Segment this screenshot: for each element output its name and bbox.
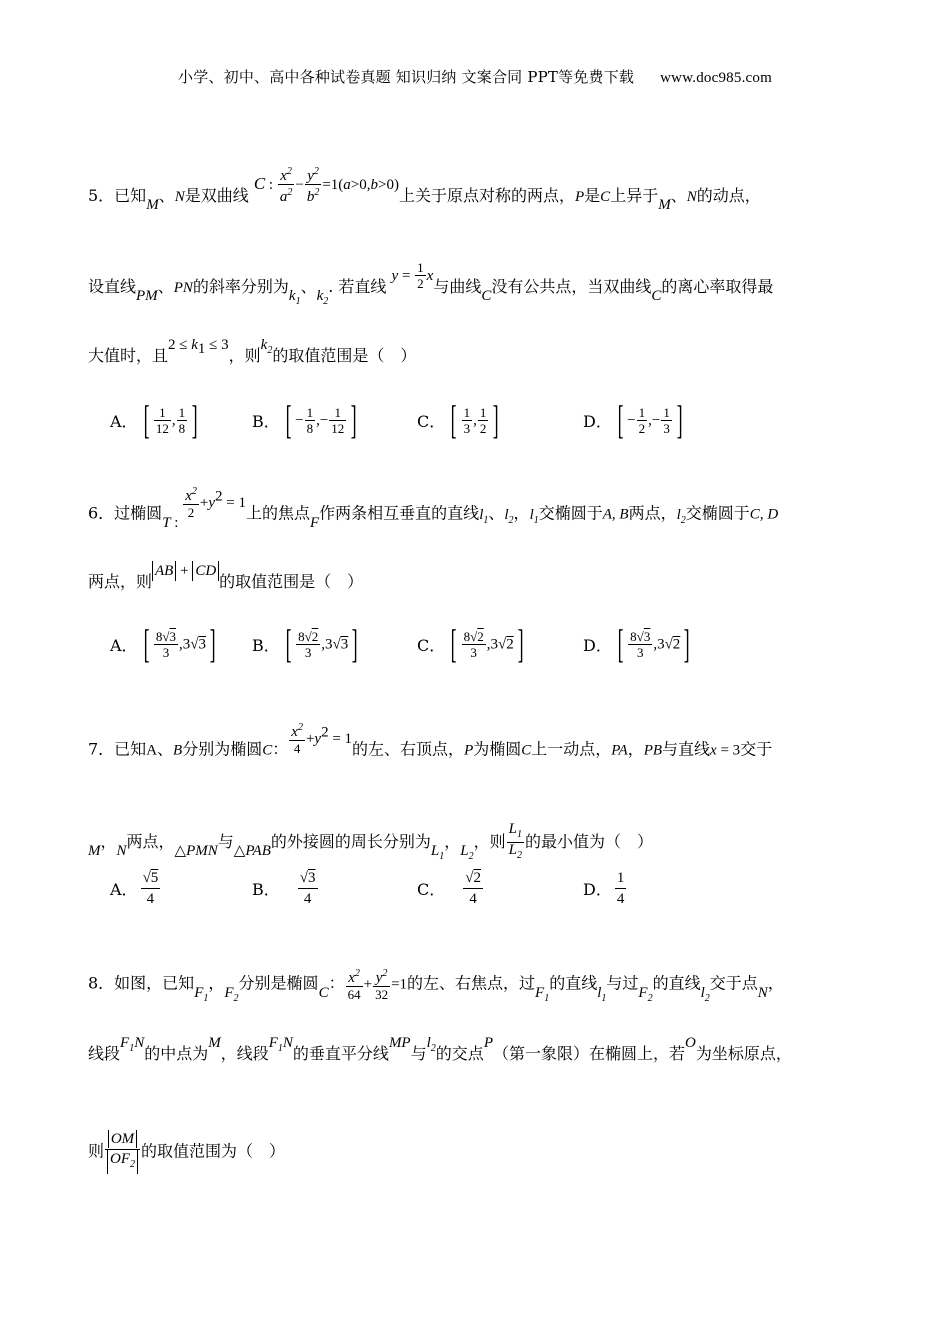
- header-text: 小学、初中、高中各种试卷真题 知识归纳 文案合同 PPT等免费下载: [178, 68, 635, 86]
- q8-line1: 8．如图，已知$F_1$，$F_2$分别是椭圆C： $\frac{x^2}{64}$ + $\frac{y^2}{32}$ =1的左、右焦点，过$F_1$的直线$l_1$与过$F_2$的直线$l_2$交于点N，: [88, 968, 784, 1004]
- q7-line2: M，N两点，△PMN与△PAB的外接圆的周长分别为$L_1$，$L_2$，则 $\frac{L_1}{L_2}$ 的最小值为（ ）: [88, 821, 653, 862]
- q5-option-d[interactable]: D． [ − $\frac{1}{2}$ ,− $\frac{1}{3}$ ]: [583, 397, 683, 442]
- q8-line3: 则 $\frac{OM}{OF_2}$ 的取值范围为（ ）: [88, 1130, 868, 1174]
- q7-option-a[interactable]: A． $\frac{√5}{4}$: [110, 870, 159, 907]
- q7-option-c[interactable]: C． $\frac{√2}{4}$: [417, 870, 481, 907]
- q6-option-a[interactable]: A． [ $\frac{8√3}{3}$ ,3√3]: [110, 621, 216, 666]
- header-site: www.doc985.com: [660, 70, 772, 86]
- q6-option-c[interactable]: C． [ $\frac{8√2}{3}$ ,3√2]: [417, 621, 524, 666]
- q5-line3: 大值时，且$2 \le k_1 \le 3$，则$k_2$的取值范围是（ ）: [88, 337, 417, 365]
- q5-line1: 5．已知M、N是双曲线 C : $\frac{x^2}{a^2}$ − $\frac{y^2}{b^2}$ =1(a>0,b>0)上关于原点对称的两点，P是C上异于M、N的动点，: [88, 166, 761, 213]
- page-header: [0, 66, 950, 87]
- q5-line2: 设直线PM、PN的斜率分别为$k_1$、$k_2$. 若直线 y = $\frac{1}{2}$ x与曲线C没有公共点，当双曲线C的离心率取得最: [88, 260, 774, 307]
- q7-option-b[interactable]: B． $\frac{√3}{4}$: [252, 870, 316, 907]
- q8-line2: 线段$F_1N$的中点为M，线段$F_1N$的垂直平分线MP与$l_2$的交点P（第一象限）在椭圆上，若O为坐标原点，: [88, 1035, 792, 1063]
- q6-option-b[interactable]: B． [ $\frac{8√2}{3}$ ,3√3]: [252, 621, 358, 666]
- q5-option-c[interactable]: C． [ $\frac{1}{3}$ , $\frac{1}{2}$ ]: [417, 397, 499, 442]
- q7-line1: 7．已知A、B分别为椭圆C： $\frac{x^2}{4}$ $+y^2 = 1$的左、右顶点，P为椭圆C上一动点，PA，PB与直线x = 3交于: [88, 722, 773, 759]
- q5-option-b[interactable]: B． [ − $\frac{1}{8}$ ,− $\frac{1}{12}$ ]: [252, 397, 357, 442]
- q5-option-a[interactable]: A． [ $\frac{1}{12}$ , $\frac{1}{8}$ ]: [110, 397, 198, 442]
- q6-line1: 6．过椭圆T : $\frac{x^2}{2}$ $+y^2 = 1$上的焦点F作两条相互垂直的直线$l_1$、$l_2$，$l_1$交椭圆于A, B两点，$l_2$交椭圆于C, D: [88, 486, 779, 531]
- q7-option-d[interactable]: D． $\frac{1}{4}$: [583, 870, 625, 907]
- q6-option-d[interactable]: D． [ $\frac{8√3}{3}$ ,3√2]: [583, 621, 690, 666]
- q6-line2: 两点，则AB + CD的取值范围是（ ）: [88, 563, 364, 591]
